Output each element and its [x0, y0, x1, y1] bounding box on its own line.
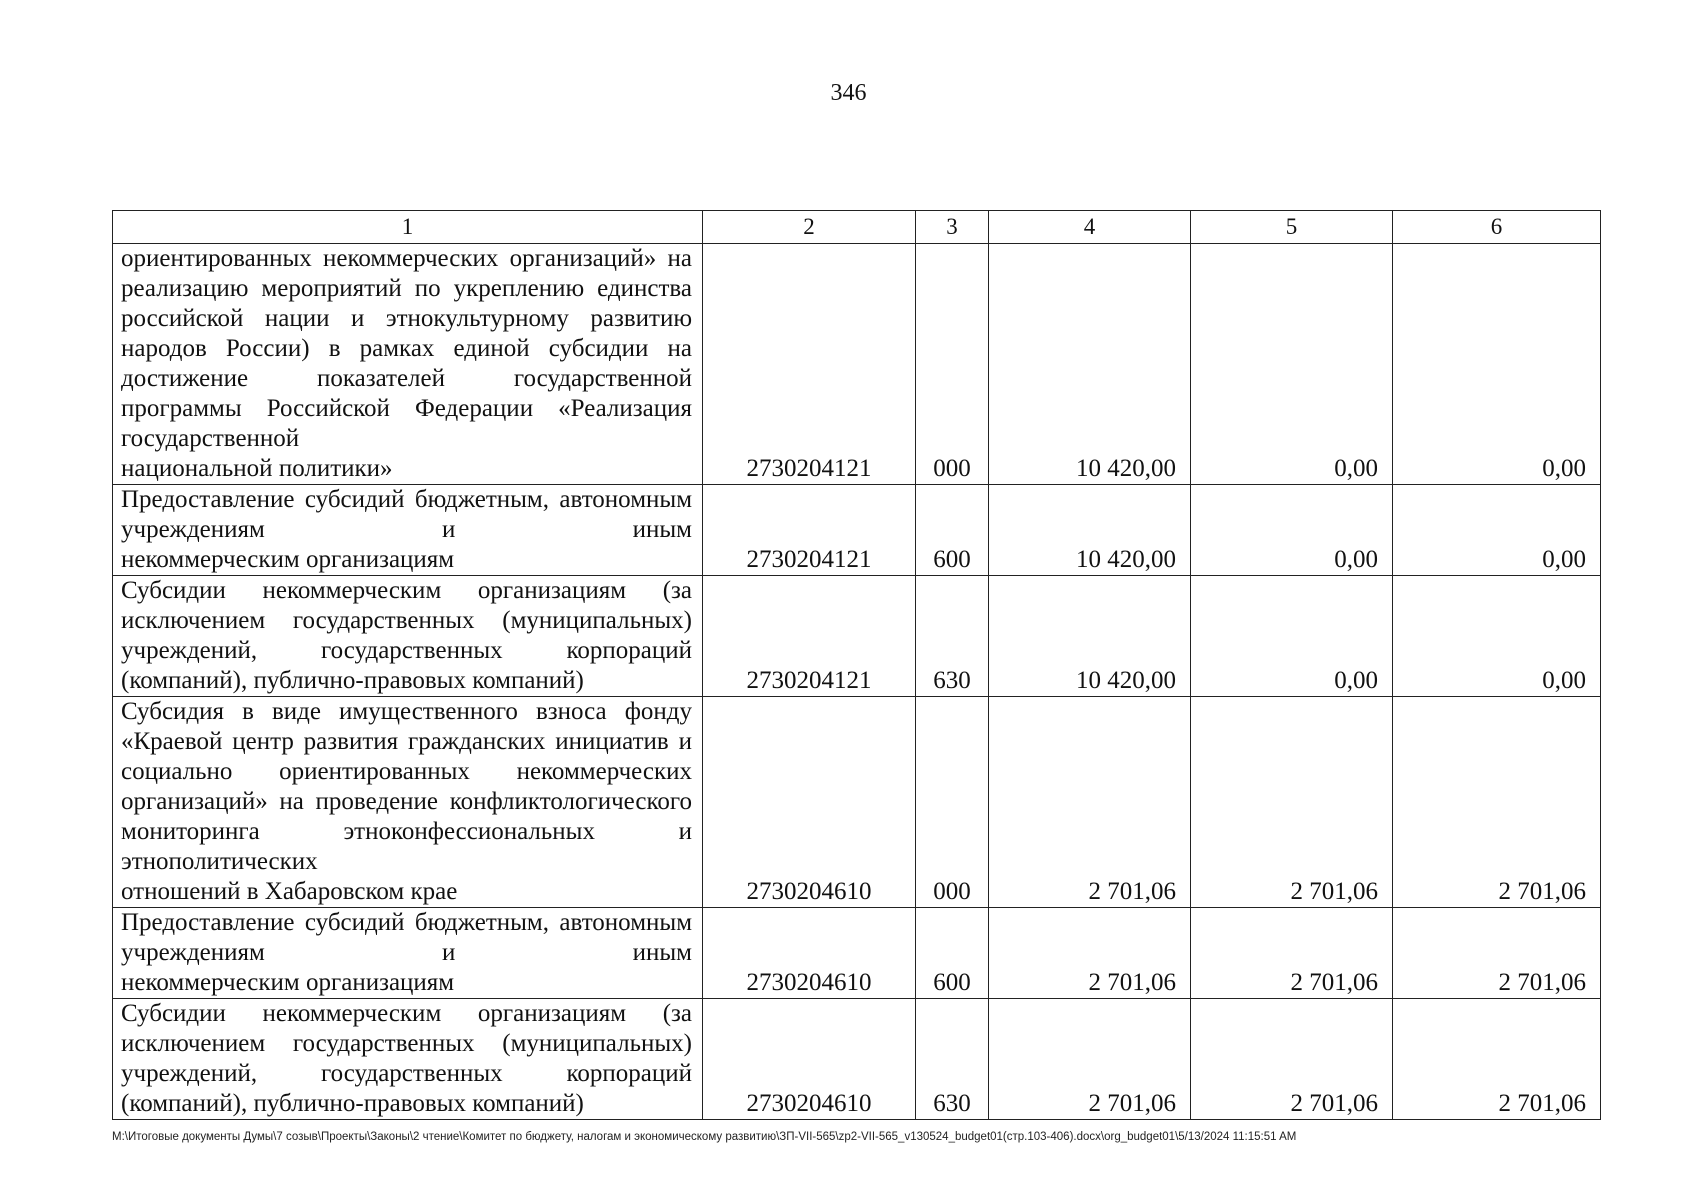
- description-line: конфликтологического мониторинга: [121, 788, 692, 845]
- description-line: развитию народов России) в рамках единой: [121, 305, 693, 362]
- description-last-line: некоммерческим организациям: [121, 546, 455, 573]
- target-article-code: 2730204121: [703, 576, 916, 697]
- description-line: исключением государственных (муниципальных): [121, 1030, 692, 1057]
- description-line: Предоставление субсидий бюджетным,: [121, 909, 549, 936]
- description-line: организаций» на проведение: [121, 788, 439, 815]
- expense-type-code: 630: [916, 576, 989, 697]
- amount-year-2: 0,00: [1191, 485, 1393, 576]
- description-line: учреждений, государственных корпораций: [121, 637, 692, 664]
- col-header-2: 2: [703, 211, 916, 244]
- target-article-code: 2730204121: [703, 244, 916, 485]
- description-line: исключением государственных (муниципальных): [121, 607, 692, 634]
- amount-year-3: 2 701,06: [1393, 908, 1601, 999]
- amount-year-2: 0,00: [1191, 244, 1393, 485]
- row-description: [113, 908, 703, 999]
- amount-year-3: 2 701,06: [1393, 999, 1601, 1120]
- target-article-code: 2730204121: [703, 485, 916, 576]
- description-line: автономным учреждениям и иным: [121, 486, 693, 543]
- row-description: [113, 485, 703, 576]
- expense-type-code: 600: [916, 908, 989, 999]
- col-header-6: 6: [1393, 211, 1601, 244]
- description-last-line: (компаний), публично-правовых компаний): [121, 667, 584, 694]
- target-article-code: 2730204610: [703, 908, 916, 999]
- row-description: [113, 999, 703, 1120]
- description-line: субсидии на достижение показателей: [121, 335, 692, 392]
- description-line: Федерации «Реализация государственной: [121, 395, 692, 452]
- description-line: Субсидия в виде имущественного взноса фонду: [121, 698, 692, 725]
- amount-year-1: 10 420,00: [989, 244, 1191, 485]
- description-last-line: (компаний), публично-правовых компаний): [121, 1090, 584, 1117]
- description-line: «Краевой центр развития гражданских инициатив: [121, 728, 669, 755]
- col-header-4: 4: [989, 211, 1191, 244]
- amount-year-3: 2 701,06: [1393, 697, 1601, 908]
- amount-year-1: 10 420,00: [989, 485, 1191, 576]
- amount-year-3: 0,00: [1393, 576, 1601, 697]
- amount-year-1: 2 701,06: [989, 908, 1191, 999]
- budget-table: [112, 210, 1601, 1120]
- description-line: Предоставление субсидий бюджетным,: [121, 486, 549, 513]
- target-article-code: 2730204610: [703, 697, 916, 908]
- description-line: учреждений, государственных корпораций: [121, 1060, 692, 1087]
- row-description: [113, 697, 703, 908]
- description-line: Субсидии некоммерческим организациям (за: [121, 1000, 692, 1027]
- amount-year-2: 2 701,06: [1191, 697, 1393, 908]
- table-row: [113, 576, 1601, 697]
- description-line: на реализацию мероприятий по укреплению: [121, 245, 692, 302]
- description-last-line: отношений в Хабаровском крае: [121, 878, 458, 905]
- table-row: [113, 244, 1601, 485]
- amount-year-3: 0,00: [1393, 485, 1601, 576]
- table-row: [113, 697, 1601, 908]
- amount-year-2: 2 701,06: [1191, 999, 1393, 1120]
- expense-type-code: 600: [916, 485, 989, 576]
- expense-type-code: 000: [916, 697, 989, 908]
- description-line: и социально ориентированных некоммерческих: [121, 728, 692, 785]
- col-header-5: 5: [1191, 211, 1393, 244]
- amount-year-2: 2 701,06: [1191, 908, 1393, 999]
- amount-year-2: 0,00: [1191, 576, 1393, 697]
- amount-year-1: 2 701,06: [989, 697, 1191, 908]
- description-line: этноконфессиональных и этнополитических: [121, 818, 693, 875]
- row-description: [113, 576, 703, 697]
- description-line: Субсидии некоммерческим организациям (за: [121, 577, 692, 604]
- table-row: [113, 485, 1601, 576]
- amount-year-1: 10 420,00: [989, 576, 1191, 697]
- page-number: 346: [830, 80, 867, 106]
- row-description: [113, 244, 703, 485]
- header-row: [113, 211, 1601, 244]
- expense-type-code: 000: [916, 244, 989, 485]
- description-line: единства российской нации и этнокультурному: [121, 275, 692, 332]
- amount-year-3: 0,00: [1393, 244, 1601, 485]
- description-last-line: некоммерческим организациям: [121, 969, 455, 996]
- document-path-footer: M:\Итоговые документы Думы\7 созыв\Проекты\Законы\2 чтение\Комитет по бюджету, налогам и экономическому развитию\ЗП-VII-565\zp2-VII-565_v130524_budget01(стр.103-406).docx\org_budget01\5/13/2024 11:15:51 AM: [112, 1131, 1297, 1143]
- description-line: государственной программы Российской: [121, 365, 692, 422]
- amount-year-1: 2 701,06: [989, 999, 1191, 1120]
- table-row: [113, 999, 1601, 1120]
- description-line: ориентированных некоммерческих организаций»: [121, 245, 657, 272]
- expense-type-code: 630: [916, 999, 989, 1120]
- col-header-1: 1: [113, 211, 703, 244]
- col-header-3: 3: [916, 211, 989, 244]
- description-last-line: национальной политики»: [121, 455, 393, 482]
- table-body: [113, 244, 1601, 1120]
- description-line: автономным учреждениям и иным: [121, 909, 693, 966]
- target-article-code: 2730204610: [703, 999, 916, 1120]
- table-row: [113, 908, 1601, 999]
